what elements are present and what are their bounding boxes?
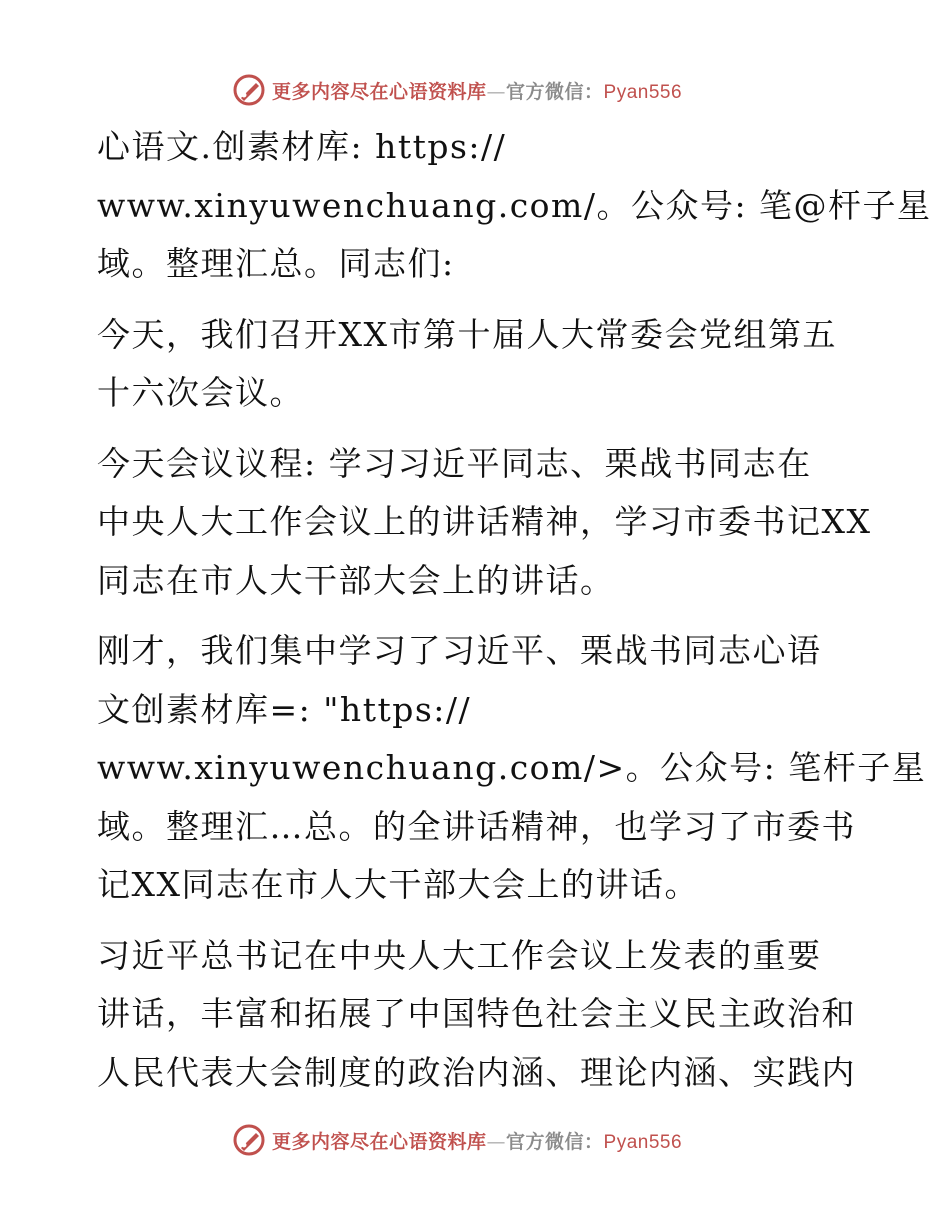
text-line: 今天会议议程: 学习习近平同志、栗战书同志在: [97, 443, 812, 483]
paragraph: [97, 435, 872, 611]
paragraph: [97, 622, 927, 915]
text-line: 域。整理汇总。同志们:: [97, 244, 455, 283]
text-line: 今天，我们召开XX市第十届人大常委会党组第五: [97, 314, 837, 354]
text-line: 域。整理汇…总。的全讲话精神，也学习了市委书: [97, 806, 856, 846]
text-line: 同志在市人大干部大会上的讲话。: [97, 560, 615, 600]
document-body: [97, 118, 932, 1114]
banner-text: [272, 77, 682, 104]
text-line: 人民代表大会制度的政治内涵、理论内涵、实践内: [97, 1052, 856, 1092]
banner-dash: —: [486, 80, 507, 103]
paragraph: [97, 118, 932, 294]
text-line: www.xinyuwenchuang.com/。公众号: 笔@杆子星: [97, 185, 932, 225]
text-line: 刚才，我们集中学习了习近平、栗战书同志心语: [97, 631, 822, 670]
banner-wechat-id: Pyan556: [603, 1131, 683, 1153]
text-line: 中央人大工作会议上的讲话精神，学习市委书记XX: [97, 502, 872, 541]
text-line: www.xinyuwenchuang.com/>。公众号: 笔杆子星: [97, 748, 927, 787]
header-banner: [232, 72, 682, 108]
text-line: 讲话，丰富和拓展了中国特色社会主义民主政治和: [97, 994, 856, 1033]
banner-lead: 更多内容尽在心语资料库: [272, 1130, 487, 1153]
banner-text: [272, 1127, 682, 1154]
text-line: 习近平总书记在中央人大工作会议上发表的重要: [97, 935, 822, 975]
paragraph: [97, 927, 857, 1103]
paragraph: [97, 306, 857, 423]
banner-label: 官方微信：: [506, 80, 604, 103]
banner-label: 官方微信：: [506, 1130, 604, 1153]
banner-wechat-id: Pyan556: [603, 81, 683, 103]
text-line: 十六次会议。: [97, 373, 304, 412]
text-line: 记XX同志在市人大干部大会上的讲话。: [97, 865, 699, 904]
pen-logo-icon: [232, 1123, 266, 1157]
text-line: 文创素材库=: "https://: [97, 689, 472, 729]
pen-logo-icon: [232, 73, 266, 107]
banner-dash: —: [486, 1130, 507, 1153]
banner-lead: 更多内容尽在心语资料库: [272, 80, 487, 103]
text-line: 心语文.创素材库: https://: [97, 127, 507, 166]
footer-banner: [232, 1122, 682, 1158]
